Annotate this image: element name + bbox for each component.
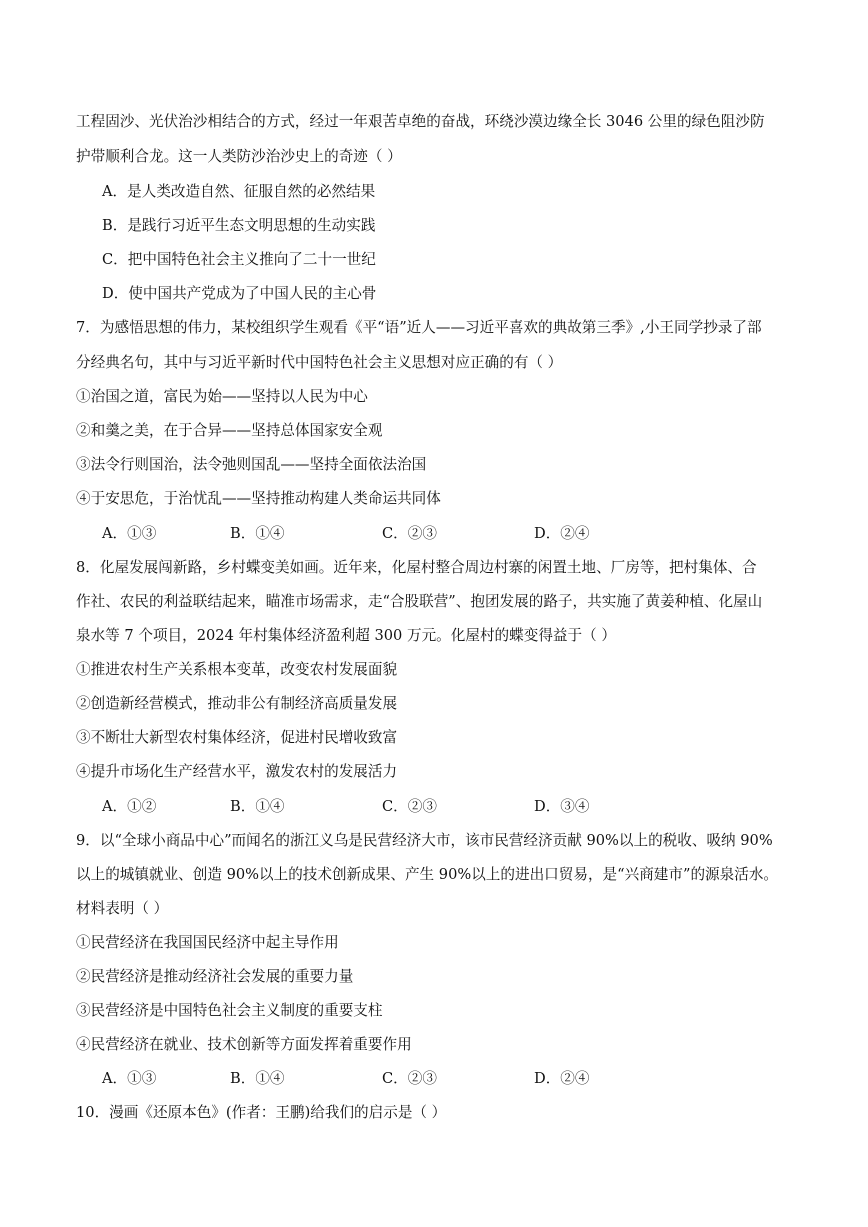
q9-choice-d: D．②④	[534, 1070, 590, 1087]
q7-statement-4: ④于安思危，于治忧乱——坚持推动构建人类命运共同体	[76, 490, 441, 507]
q8-choice-c: C．②③	[382, 798, 437, 815]
q7-statement-1: ①治国之道，富民为始——坚持以人民为中心	[76, 388, 368, 405]
q9-choice-c: C．②③	[382, 1070, 437, 1087]
q7-choice-b: B．①④	[230, 525, 285, 542]
q8-statement-2: ②创造新经营模式，推动非公有制经济高质量发展	[76, 695, 398, 712]
q7-statement-3: ③法令行则国治，法令弛则国乱——坚持全面依法治国	[76, 456, 427, 473]
q6-option-c: C．把中国特色社会主义推向了二十一世纪	[102, 251, 376, 268]
q7-choice-c: C．②③	[382, 525, 437, 542]
q7-stem-line-1: 7．为感悟思想的伟力，某校组织学生观看《平“语”近人——习近平喜欢的典故第三季》,小王同学抄录了部	[76, 319, 762, 336]
q9-statement-2: ②民营经济是推动经济社会发展的重要力量	[76, 968, 354, 985]
q6-option-a: A．是人类改造自然、征服自然的必然结果	[102, 183, 376, 200]
q8-statement-3: ③不断壮大新型农村集体经济，促进村民增收致富	[76, 729, 398, 746]
q8-statement-1: ①推进农村生产关系根本变革，改变农村发展面貌	[76, 661, 398, 678]
q8-stem-line-2: 作社、农民的利益联结起来，瞄准市场需求，走“合股联营”、抱团发展的路子，共实施了黄姜种植、化屋山	[76, 593, 763, 610]
q7-choice-d: D．②④	[534, 525, 590, 542]
q9-stem-line-3: 材料表明（ ）	[76, 900, 169, 917]
q6-option-b: B．是践行习近平生态文明思想的生动实践	[102, 217, 376, 234]
q9-stem-line-2: 以上的城镇就业、创造 90%以上的技术创新成果、产生 90%以上的进出口贸易，是“兴商建市”的源泉活水。	[76, 866, 779, 883]
q8-statement-4: ④提升市场化生产经营水平，激发农村的发展活力	[76, 763, 398, 780]
q8-choice-d: D．③④	[534, 798, 590, 815]
q10-stem-line-1: 10．漫画《还原本色》(作者：王鹏)给我们的启示是（ ）	[76, 1104, 447, 1121]
q7-choice-a: A．①③	[102, 525, 157, 542]
q8-stem-line-3: 泉水等 7 个项目，2024 年村集体经济盈利超 300 万元。化屋村的蝶变得益于（ ）	[76, 627, 616, 644]
q9-statement-3: ③民营经济是中国特色社会主义制度的重要支柱	[76, 1002, 383, 1019]
q6-stem-line-2: 护带顺利合龙。这一人类防沙治沙史上的奇迹（ ）	[76, 148, 402, 165]
q6-stem-line-1: 工程固沙、光伏治沙相结合的方式，经过一年艰苦卓绝的奋战，环绕沙漠边缘全长 3046 公里的绿色阻沙防	[76, 113, 765, 130]
q9-choice-a: A．①③	[102, 1070, 157, 1087]
q7-stem-line-2: 分经典名句，其中与习近平新时代中国特色社会主义思想对应正确的有（ ）	[76, 354, 563, 371]
q9-statement-1: ①民营经济在我国国民经济中起主导作用	[76, 934, 339, 951]
q7-statement-2: ②和羹之美，在于合异——坚持总体国家安全观	[76, 422, 383, 439]
q8-choice-b: B．①④	[230, 798, 285, 815]
q9-stem-line-1: 9．以“全球小商品中心”而闻名的浙江义乌是民营经济大市，该市民营经济贡献 90%以上的税收、吸纳 90%	[76, 832, 773, 849]
q9-choice-b: B．①④	[230, 1070, 285, 1087]
q8-stem-line-1: 8．化屋发展闯新路，乡村蝶变美如画。近年来，化屋村整合周边村寨的闲置土地、厂房等，把村集体、合	[76, 559, 757, 576]
q6-option-d: D．使中国共产党成为了中国人民的主心骨	[102, 285, 377, 302]
q9-statement-4: ④民营经济在就业、技术创新等方面发挥着重要作用	[76, 1036, 412, 1053]
q8-choice-a: A．①②	[102, 798, 157, 815]
